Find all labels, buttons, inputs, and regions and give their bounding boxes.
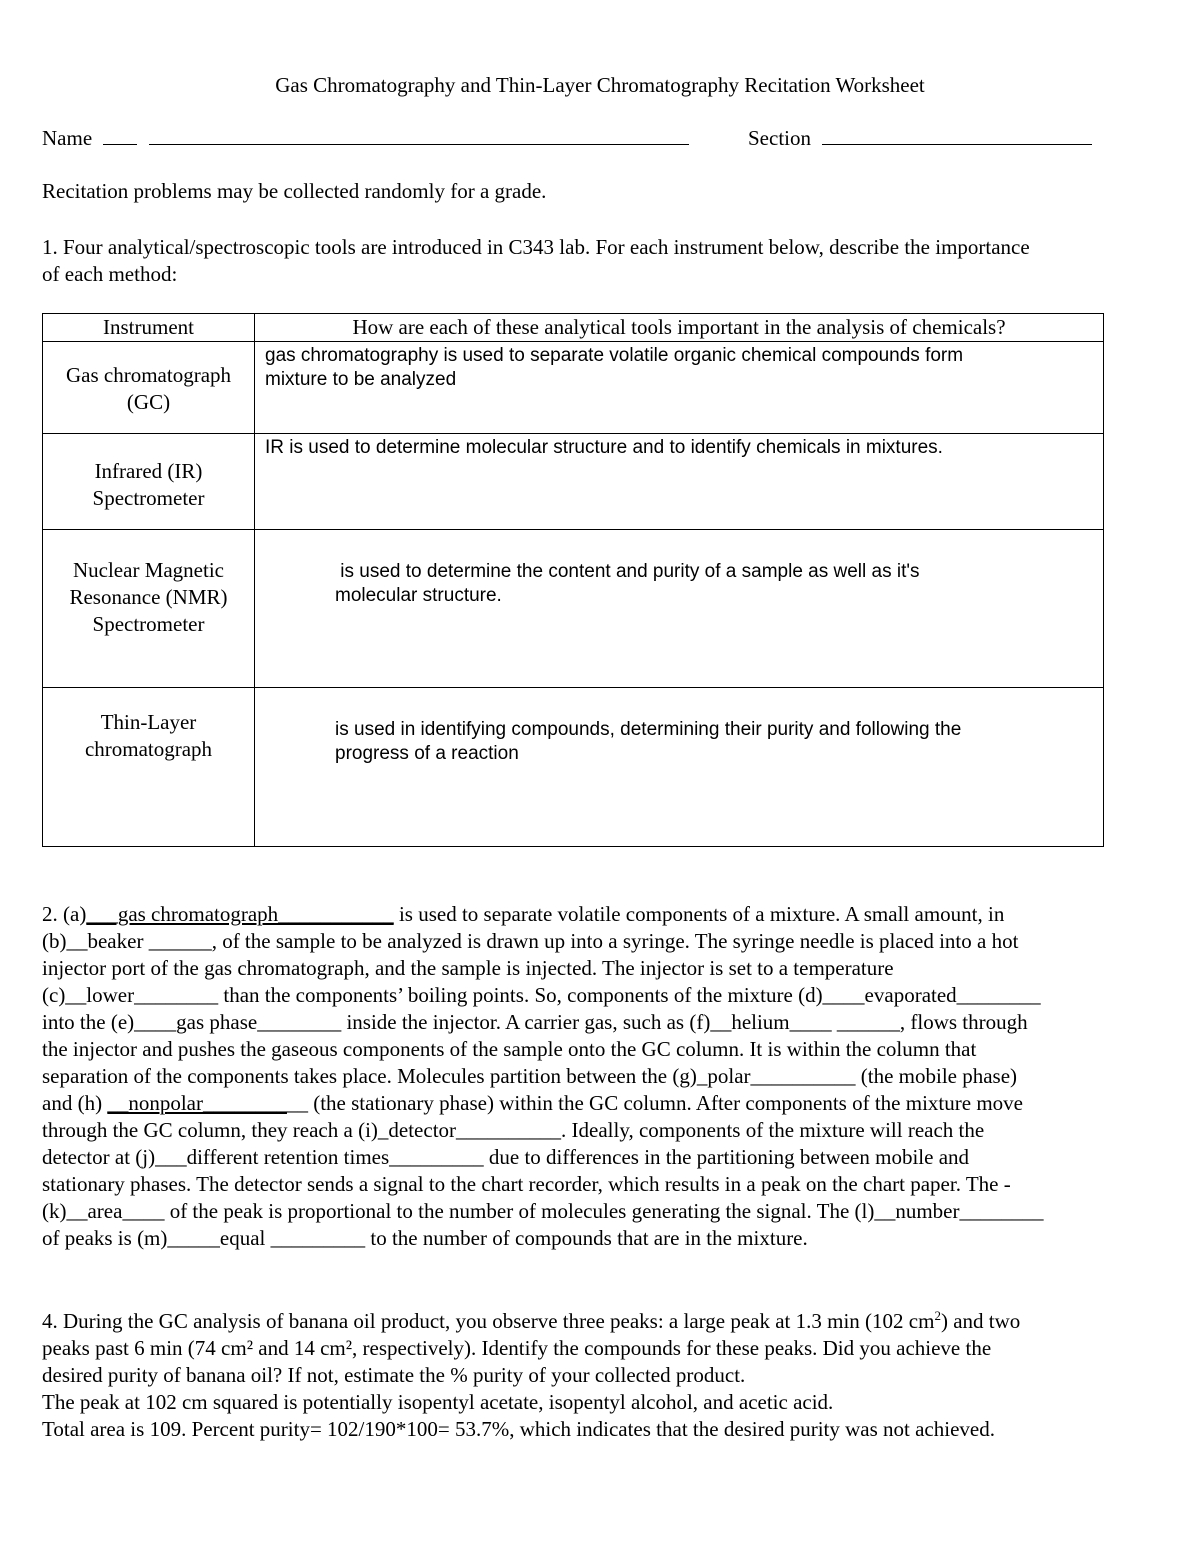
q2-text: is used to separate volatile components of a mixture. A small amount, in [393, 902, 1005, 926]
question-2-line [42, 901, 1167, 928]
instrument-name-line: Spectrometer [92, 485, 205, 510]
grading-note: Recitation problems may be collected randomly for a grade. [42, 179, 547, 203]
instrument-name-line: Spectrometer [92, 612, 205, 636]
name-field-row [42, 124, 689, 152]
q2-text: __ (the stationary phase) within the GC column. After components of the mixture move [286, 1091, 1023, 1115]
table-row [43, 434, 1104, 530]
question-4-line: peaks past 6 min (74 cm² and 14 cm², respectively). Identify the compounds for these peaks. Did you achieve the [42, 1336, 992, 1360]
table-header-row [43, 314, 1104, 342]
question-2-line: separation of the components takes place. Molecules partition between the (g)_polar__________ (the mobile phase) [42, 1064, 1018, 1088]
section-blank[interactable] [822, 124, 1092, 145]
instrument-cell [43, 530, 255, 688]
header-instrument: Instrument [43, 314, 255, 342]
instrument-name-line: Thin-Layer [100, 710, 197, 734]
question-1-line-2: of each method: [42, 262, 178, 286]
instrument-table [42, 313, 1104, 847]
question-2-line: of peaks is (m)_____equal _________ to the number of compounds that are in the mixture. [42, 1226, 808, 1250]
answer-line: gas chromatography is used to separate volatile organic chemical compounds form [265, 345, 964, 366]
answer-cell[interactable] [255, 342, 1104, 434]
answer-cell[interactable] [255, 530, 1104, 688]
answer-4-line: The peak at 102 cm squared is potentially isopentyl acetate, isopentyl alcohol, and acetic acid. [42, 1390, 834, 1414]
instrument-name-line: Infrared (IR) [94, 458, 203, 483]
q2-text: and (h) [42, 1091, 108, 1115]
instrument-cell [43, 688, 255, 847]
instrument-name-line: Nuclear Magnetic [72, 558, 224, 582]
header-question: How are each of these analytical tools important in the analysis of chemicals? [255, 314, 1104, 342]
question-4 [42, 1308, 1167, 1443]
section-field-row [748, 124, 1092, 152]
question-4-line [42, 1308, 1167, 1335]
q4-text: ) and two [940, 1309, 1021, 1333]
question-2-line: the injector and pushes the gaseous components of the sample onto the GC column. It is within the column that [42, 1037, 977, 1061]
instrument-name-line: Gas chromatograph [65, 362, 232, 387]
question-2 [42, 901, 1167, 1252]
answer-line: is used in identifying compounds, determining their purity and following the [335, 719, 962, 740]
answer-cell[interactable] [255, 688, 1104, 847]
question-2-line [42, 1090, 1167, 1117]
table-row [43, 530, 1104, 688]
instrument-cell [43, 342, 255, 434]
answer-line: progress of a reaction [335, 743, 519, 764]
answer-line: IR is used to determine molecular structure and to identify chemicals in mixtures. [265, 437, 943, 458]
question-2-line: through the GC column, they reach a (i)_detector__________. Ideally, components of the mixture will reach the [42, 1118, 985, 1142]
answer-line: molecular structure. [335, 585, 502, 606]
q2-text: 2. (a) [42, 902, 87, 926]
question-1 [42, 234, 1162, 288]
instrument-cell [43, 434, 255, 530]
answer-a[interactable]: ___gas chromatograph___________ [86, 902, 394, 926]
section-label: Section [748, 126, 811, 150]
question-2-line: injector port of the gas chromatograph, and the sample is injected. The injector is set to a temperature [42, 956, 894, 980]
answer-4-line: Total area is 109. Percent purity= 102/190*100= 53.7%, which indicates that the desired purity was not achieved. [42, 1417, 995, 1441]
table-row [43, 342, 1104, 434]
question-1-line-1: 1. Four analytical/spectroscopic tools are introduced in C343 lab. For each instrument below, describe the importance [42, 235, 1030, 259]
instrument-name-line: Resonance (NMR) [69, 585, 228, 609]
instrument-name-line: chromatograph [84, 737, 213, 761]
superscript: 2 [934, 1308, 941, 1323]
answer-cell[interactable] [255, 434, 1104, 530]
table-row [43, 688, 1104, 847]
answer-line: is used to determine the content and purity of a sample as well as it's [335, 561, 920, 582]
name-blank-short[interactable] [103, 124, 137, 145]
name-label: Name [42, 126, 93, 150]
question-2-line: stationary phases. The detector sends a signal to the chart recorder, which results in a peak on the chart paper. The - [42, 1172, 1011, 1196]
question-2-line: into the (e)____gas phase________ inside the injector. A carrier gas, such as (f)__helium____ ______, flows through [42, 1010, 1028, 1034]
answer-line: mixture to be analyzed [265, 369, 457, 390]
page-title: Gas Chromatography and Thin-Layer Chromatography Recitation Worksheet [275, 73, 925, 97]
q4-text: 4. During the GC analysis of banana oil product, you observe three peaks: a large peak at 1.3 min (102 cm [42, 1309, 935, 1333]
question-2-line: (c)__lower________ than the components’ boiling points. So, components of the mixture (d)____evaporated________ [42, 983, 1041, 1007]
answer-h[interactable]: __nonpolar________ [107, 1091, 287, 1115]
question-2-line: (k)__area____ of the peak is proportional to the number of molecules generating the signal. The (l)__number________ [42, 1199, 1044, 1223]
name-blank[interactable] [149, 124, 689, 145]
question-2-line: (b)__beaker ______, of the sample to be analyzed is drawn up into a syringe. The syringe needle is placed into a hot [42, 929, 1019, 953]
question-2-line: detector at (j)___different retention times_________ due to differences in the partitioning between mobile and [42, 1145, 970, 1169]
instrument-name-line: (GC) [126, 389, 171, 414]
question-4-line: desired purity of banana oil? If not, estimate the % purity of your collected product. [42, 1363, 746, 1387]
